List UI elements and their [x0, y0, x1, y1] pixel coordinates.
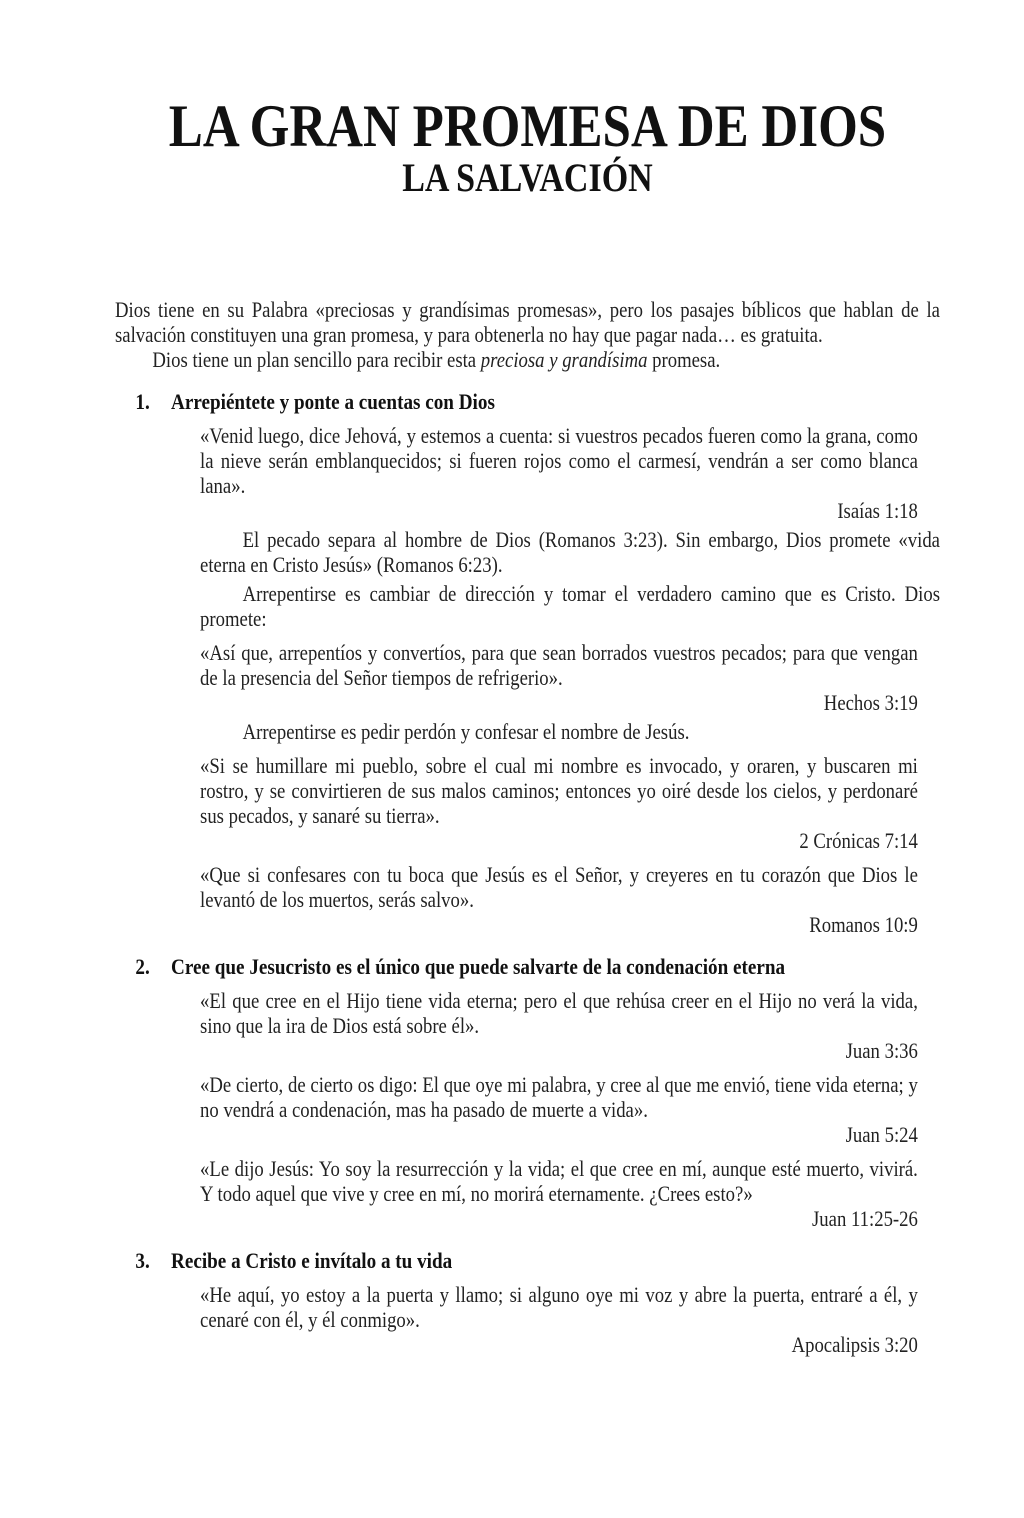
scripture-quote: «Venid luego, dice Jehová, y estemos a cuenta: si vuestros pecados fueren como la grana, como la nieve serán emblanquecidos; si fueren rojos como el carmesí, vendrán a ser como blanca lana».: [200, 423, 918, 498]
scripture-quote: «El que cree en el Hijo tiene vida eterna; pero el que rehúsa creer en el Hijo no verá la vida, sino que la ira de Dios está sobre él».: [200, 988, 918, 1038]
body-paragraph: Arrepentirse es pedir perdón y confesar el nombre de Jesús.: [242, 719, 690, 744]
scripture-quote: «De cierto, de cierto os digo: El que oye mi palabra, y cree al que me envió, tiene vida eterna; y no vendrá a condenación, mas ha pasado de muerte a vida».: [200, 1072, 918, 1122]
body-paragraph: Arrepentirse es cambiar de dirección y tomar el verdadero camino que es Cristo. Dios promete:: [200, 581, 940, 631]
scripture-reference: Romanos 10:9: [809, 912, 918, 937]
scripture-reference: 2 Crónicas 7:14: [799, 828, 918, 853]
section-3: [115, 1248, 940, 1357]
subtitle: LA SALVACIÓN: [402, 155, 653, 200]
section-1: [115, 389, 940, 937]
intro-paragraph-2: [115, 347, 940, 372]
section-3-heading: [115, 1248, 940, 1273]
scripture-quote: «Que si confesares con tu boca que Jesús es el Señor, y creyeres en tu corazón que Dios le levantó de los muertos, serás salvo».: [200, 862, 918, 912]
scripture-reference: Juan 11:25-26: [812, 1206, 918, 1231]
body-paragraph: El pecado separa al hombre de Dios (Romanos 3:23). Sin embargo, Dios promete «vida eterna en Cristo Jesús» (Romanos 6:23).: [200, 527, 940, 577]
text-column: [115, 93, 940, 1357]
intro-paragraph-2-after: promesa.: [647, 347, 721, 372]
scripture-quote: «Así que, arrepentíos y convertíos, para que sean borrados vuestros pecados; para que vengan de la presencia del Señor tiempos de refrigerio».: [200, 640, 918, 690]
scripture-reference: Juan 5:24: [845, 1122, 918, 1147]
section-3-heading-text: Recibe a Cristo e invítalo a tu vida: [171, 1248, 453, 1273]
main-title: LA GRAN PROMESA DE DIOS: [168, 93, 887, 159]
scripture-reference: Isaías 1:18: [837, 498, 918, 523]
scripture-quote: «He aquí, yo estoy a la puerta y llamo; si alguno oye mi voz y abre la puerta, entraré a él, y cenaré con él, y él conmigo».: [200, 1282, 918, 1332]
intro-paragraph-2-italic: preciosa y grandísima: [480, 347, 648, 372]
section-1-number: 1.: [135, 389, 150, 414]
section-1-heading-text: Arrepiéntete y ponte a cuentas con Dios: [171, 389, 495, 414]
scripture-reference: Juan 3:36: [845, 1038, 918, 1063]
scripture-quote: «Si se humillare mi pueblo, sobre el cual mi nombre es invocado, y oraren, y buscaren mi rostro, y se convirtieren de sus malos caminos; entonces yo oiré desde los cielos, y perdonaré sus pecados, y sanaré su tierra».: [200, 753, 918, 828]
section-2-heading: [115, 954, 940, 979]
section-1-heading: [115, 389, 940, 414]
section-3-number: 3.: [135, 1248, 150, 1273]
intro-block: [115, 297, 940, 372]
scripture-quote: «Le dijo Jesús: Yo soy la resurrección y la vida; el que cree en mí, aunque esté muerto, vivirá. Y todo aquel que vive y cree en mí, no morirá eternamente. ¿Crees esto?»: [200, 1156, 918, 1206]
intro-paragraph-2-before: Dios tiene un plan sencillo para recibir esta: [152, 347, 481, 372]
scripture-reference: Apocalipsis 3:20: [791, 1332, 918, 1357]
section-2: [115, 954, 940, 1231]
section-2-heading-text: Cree que Jesucristo es el único que puede salvarte de la condenación eterna: [171, 954, 786, 979]
scripture-reference: Hechos 3:19: [823, 690, 918, 715]
intro-paragraph-1: Dios tiene en su Palabra «preciosas y grandísimas promesas», pero los pasajes bíblicos que hablan de la salvación constituyen una gran promesa, y para obtenerla no hay que pagar nada… es gratuita.: [115, 297, 940, 347]
section-2-number: 2.: [135, 954, 150, 979]
